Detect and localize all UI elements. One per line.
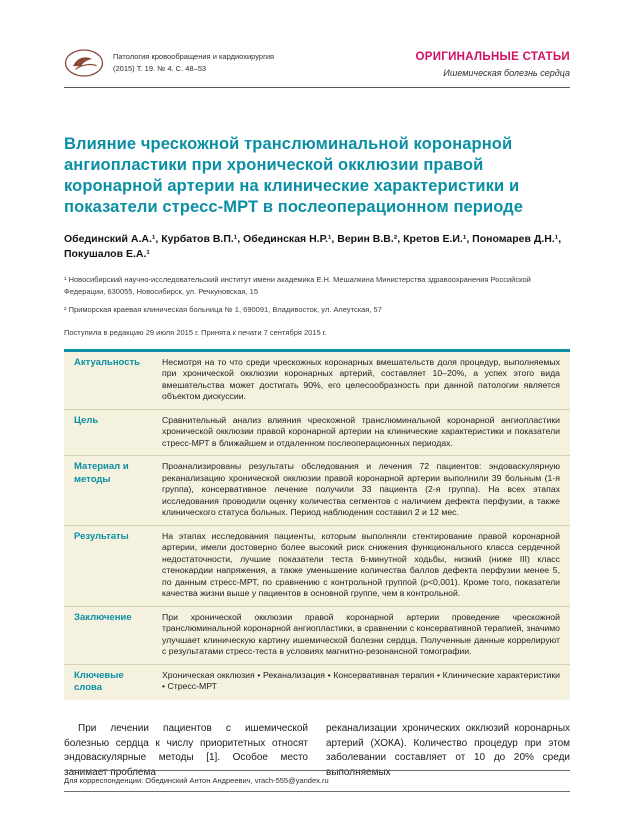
abstract-text: При хронической окклюзии правой коронарной артерии проведение чрескожной транслюминальной коронарной ангиопластики, в сравнении с консервативной терапией, значимо улучшает клиническую картину ишемической болезни сердца. Полученные данные коррелируют с результатами стресс-теста в условиях магнитно-резонансной томографии. xyxy=(162,611,560,657)
abstract-label: Ключевые слова xyxy=(74,669,124,693)
footer-divider-bottom xyxy=(64,791,570,792)
abstract-text: Проанализированы результаты обследования и лечения 72 пациентов: эндоваскулярную реканализацию хронической окклюзии правой коронарной артерии выполнили 39 больным (1-я группа), консервативное лечение получили 33 пациента (2-я группа). На всех этапах исследования проводили оценку количества сегментов с наличием дефекта перфузии, а также клинического статуса больных. Период наблюдения составил 2 и 12 мес. xyxy=(162,461,560,518)
abstract-row-relevance xyxy=(64,352,570,410)
correspondence-line: Для корреспонденции: Обединский Антон Андреевич, vrach-555@yandex.ru xyxy=(64,776,329,785)
journal-name: Патология кровообращения и кардиохирургия xyxy=(113,52,275,62)
journal-identity xyxy=(64,48,274,78)
section-subtitle: Ишемическая болезнь сердца xyxy=(443,68,570,78)
section-block xyxy=(416,48,571,78)
abstract-row-keywords xyxy=(64,665,570,701)
journal-logo-icon xyxy=(64,48,104,78)
abstract-label: Результаты xyxy=(74,530,129,542)
abstract-label: Актуальность xyxy=(74,357,141,368)
abstract-text: Сравнительный анализ влияния чрескожной транслюминальной коронарной ангиопластики хронической окклюзии правой коронарной артерии на клинические характеристики и показатели стресс-МРТ в ближайшем и отдаленном послеоперационных периодах. xyxy=(162,414,560,448)
abstract-row-conclusion xyxy=(64,607,570,665)
page-footer xyxy=(64,770,570,792)
abstract-label: Заключение xyxy=(74,611,132,623)
abstract-row-methods xyxy=(64,456,570,525)
page-header xyxy=(64,48,570,88)
abstract-keywords-text: Хроническая окклюзия • Реканализация • Консервативная терапия • Клинические характеристики • Стресс-МРТ xyxy=(162,669,560,692)
abstract-row-results xyxy=(64,526,570,607)
abstract-text: Несмотря на то что среди чрескожных коронарных вмешательств доля процедур, выполняемых при хронической окклюзии коронарных артерий, составляет 10–20%, а успех этого вида вмешательства может достигать 90%, его целесообразность при данной патологии является объектом дискуссии. xyxy=(162,357,560,402)
abstract-row-aim xyxy=(64,410,570,456)
affiliation-1: ¹ Новосибирский научно-исследовательский институт имени академика Е.Н. Мешалкина Министерства здравоохранения Российской Федерации, 630055, Новосибирск, ул. Речкуновская, 15 xyxy=(64,275,531,296)
journal-reference xyxy=(113,51,274,74)
body-column-left: При лечении пациентов с ишемической болезнью сердца к числу приоритетных относят эндоваскулярные методы [1]. Особое место занимает проблема xyxy=(64,723,308,778)
abstract-label: Материал и методы xyxy=(74,461,129,485)
abstract-text: На этапах исследования пациенты, которым выполняли стентирование правой коронарной артерии, имели достоверно более высокий риск снижения функционального класса сердечной недостаточности, лучшие показатели теста 6-минутной ходьбы, низкий (ниже III) класс стенокардии напряжения, а также уменьшение количества баллов дефекта перфузии менее 5, по данным стресс-МРТ, по сравнению с контрольной группой (p<0,001). Кроме того, показатели качества жизни выше у пациентов в основной группе, чем в контрольной. xyxy=(162,530,560,599)
affiliations xyxy=(64,274,570,315)
section-title: ОРИГИНАЛЬНЫЕ СТАТЬИ xyxy=(415,51,570,63)
authors-line: Обединский А.А.¹, Курбатов В.П.¹, Обединская Н.Р.¹, Верин В.В.², Кретов Е.И.¹, Пономарев Д.Н.¹, Покушалов Е.А.¹ xyxy=(64,232,562,261)
abstract-label: Цель xyxy=(74,414,99,426)
affiliation-2: ² Приморская краевая клиническая больница № 1, 690091, Владивосток, ул. Алеутская, 57 xyxy=(64,304,382,314)
article-title: Влияние чрескожной транслюминальной коронарной ангиопластики при хронической окклюзии правой коронарной артерии на клинические характеристики и показатели стресс-МРТ в послеоперационном периоде xyxy=(64,135,524,216)
abstract-table xyxy=(64,349,570,700)
journal-issue: (2015) Т. 19. № 4. С. 48–53 xyxy=(113,64,207,73)
received-dates: Поступила в редакцию 29 июля 2015 г. Принята к печати 7 сентября 2015 г. xyxy=(64,328,327,337)
body-column-right: реканализации хронических окклюзий коронарных артерий (ХОКА). Количество процедур при этом заболевании составляет от 10 до 20% среди выполняемых xyxy=(326,723,570,778)
